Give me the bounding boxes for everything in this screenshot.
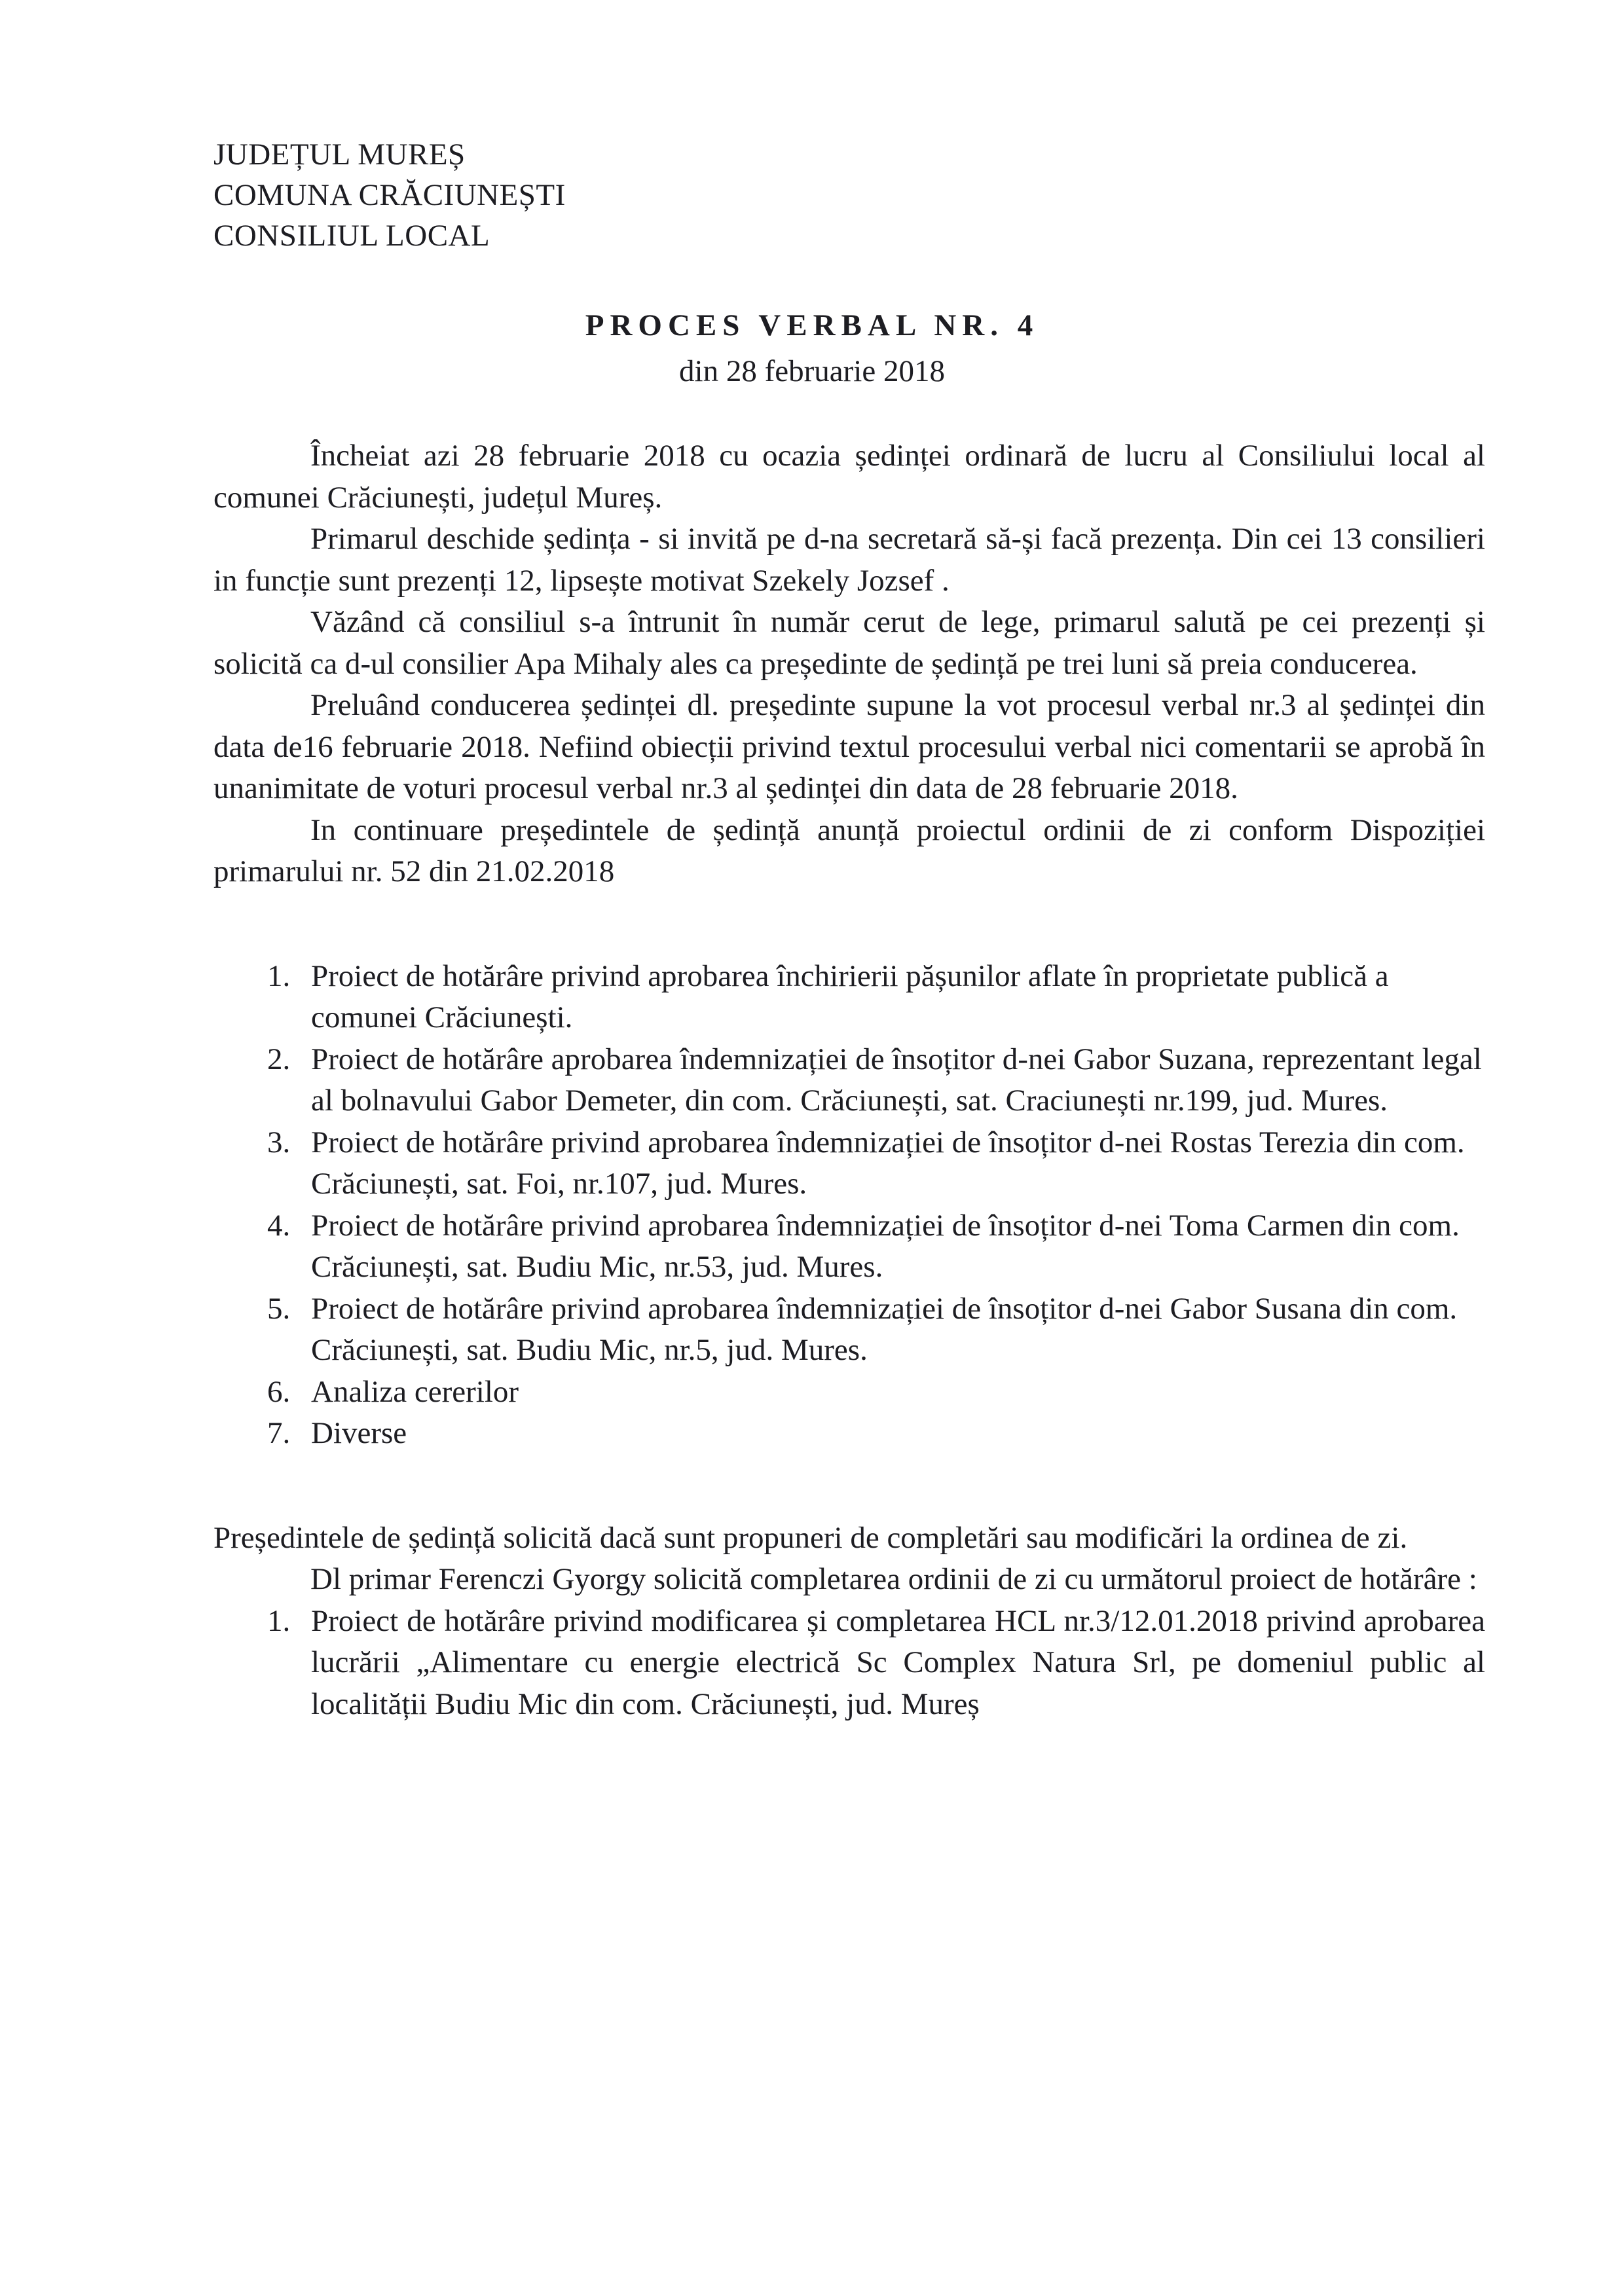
agenda-list (213, 956, 1485, 1455)
document-header (213, 134, 566, 256)
agenda-item-text: Diverse (311, 1416, 407, 1450)
agenda-item-number: 6. (267, 1374, 291, 1409)
agenda-item (213, 1039, 1485, 1122)
agenda-item-text: Analiza cererilor (311, 1374, 519, 1409)
added-agenda-list (213, 1601, 1485, 1726)
agenda-item-text: Proiect de hotărâre aprobarea îndemnizației de însoțitor d-nei Gabor Suzana, reprezentant legal al bolnavului Gabor Demeter, din com. Crăciunești, sat. Craciunești nr.199, jud. Mures. (311, 1042, 1482, 1118)
agenda-item (213, 1413, 1485, 1455)
agenda-item-number: 3. (267, 1125, 291, 1159)
agenda-item-number: 5. (267, 1291, 291, 1326)
paragraph-quorum: Văzând că consiliul s-a întrunit în număr cerut de lege, primarul salută pe cei prezenți și solicită ca d-ul consilier Apa Mihaly ales ca președinte de ședință pe trei luni să preia conducerea. (213, 605, 1485, 681)
paragraph-agenda-intro: In continuare președintele de ședință anunță proiectul ordinii de zi conform Dispoziției primarului nr. 52 din 21.02.2018 (213, 812, 1485, 888)
agenda-item-number: 2. (267, 1042, 291, 1076)
added-agenda-item-text: Proiect de hotărâre privind modificarea și completarea HCL nr.3/12.01.2018 privind aprobarea lucrării „Alimentare cu energie electrică Sc Complex Natura Srl, pe domeniul public al localității Budiu Mic din com. Crăciunești, jud. Mureș (311, 1603, 1485, 1721)
agenda-item-number: 1. (267, 958, 291, 993)
paragraph-mayor-request: Dl primar Ferenczi Gyorgy solicită completarea ordinii de zi cu următorul proiect de hotărâre : (310, 1562, 1477, 1596)
agenda-item (213, 1288, 1485, 1372)
paragraph-attendance: Primarul deschide ședința - si invită pe d-na secretară să-și facă prezența. Din cei 13 consilieri in funcție sunt prezenți 12, lipsește motivat Szekely Jozsef . (213, 522, 1485, 598)
header-council: CONSILIUL LOCAL (213, 219, 490, 253)
header-commune: COMUNA CRĂCIUNEȘTI (213, 178, 566, 212)
added-agenda-item-number: 1. (267, 1603, 291, 1638)
document-body (213, 435, 1485, 1725)
agenda-item-text: Proiect de hotărâre privind aprobarea îndemnizației de însoțitor d-nei Gabor Susana din com. Crăciunești, sat. Budiu Mic, nr.5, jud. Mures. (311, 1291, 1458, 1367)
header-county: JUDEȚUL MUREȘ (213, 137, 466, 172)
agenda-item (213, 1122, 1485, 1205)
agenda-item (213, 1205, 1485, 1288)
document-title: PROCES VERBAL NR. 4 (585, 308, 1039, 342)
agenda-item-number: 4. (267, 1208, 291, 1243)
agenda-item (213, 956, 1485, 1039)
added-agenda-item (213, 1601, 1485, 1726)
agenda-item-text: Proiect de hotărâre privind aprobarea îndemnizației de însoțitor d-nei Toma Carmen din com. Crăciunești, sat. Budiu Mic, nr.53, jud. Mures. (311, 1208, 1460, 1284)
document-subtitle: din 28 februarie 2018 (679, 354, 945, 388)
paragraph-opening: Încheiat azi 28 februarie 2018 cu ocazia ședinței ordinară de lucru al Consiliului local al comunei Crăciunești, județul Mureș. (213, 439, 1485, 515)
paragraph-previous-minutes: Preluând conducerea ședinței dl. președinte supune la vot procesul verbal nr.3 al ședinței din data de16 februarie 2018. Nefiind obiecții privind textul procesului verbal nici comentarii se aprobă în unanimitate de voturi procesul verbal nr.3 al ședinței din data de 28 februarie 2018. (213, 688, 1485, 805)
agenda-item-number: 7. (267, 1416, 291, 1450)
agenda-item-text: Proiect de hotărâre privind aprobarea închirierii pășunilor aflate în proprietate publică a comunei Crăciunești. (311, 958, 1389, 1034)
agenda-item (213, 1372, 1485, 1413)
agenda-item-text: Proiect de hotărâre privind aprobarea îndemnizației de însoțitor d-nei Rostas Terezia din com. Crăciunești, sat. Foi, nr.107, jud. Mures. (311, 1125, 1465, 1201)
paragraph-amendments: Președintele de ședință solicită dacă sunt propuneri de completări sau modificări la ordinea de zi. (213, 1520, 1408, 1555)
